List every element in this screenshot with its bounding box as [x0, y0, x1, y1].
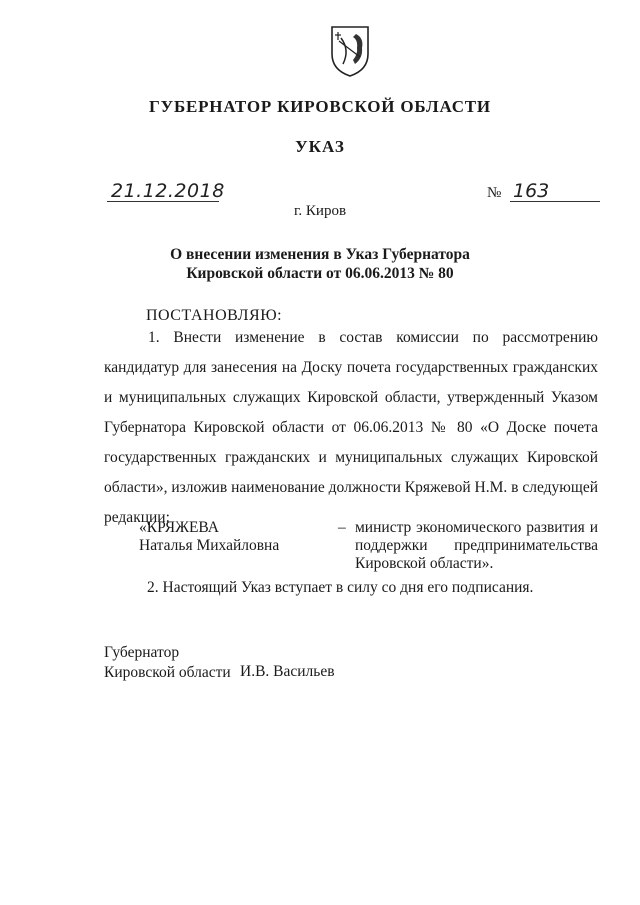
entry-surname: «КРЯЖЕВА — [139, 519, 219, 536]
issuing-authority: ГУБЕРНАТОР КИРОВСКОЙ ОБЛАСТИ — [149, 97, 491, 116]
date-underline — [107, 201, 219, 202]
signatory-title — [104, 643, 231, 683]
decree-word: ПОСТАНОВЛЯЮ: — [146, 307, 283, 324]
document-type: УКАЗ — [295, 137, 345, 156]
signatory-title-line-1: Губернатор — [104, 644, 180, 661]
document-number: 163 — [513, 180, 550, 202]
paragraph-1: 1. Внести изменение в состав комиссии по рассмотрению кандидатур для занесения на Доску почета государственных гражданских и муниципальных служащих Кировской области, утвержденный Указом Губернатора Кировской области от 06.06.2013 № 80 «О Доске почета государственных гражданских и муниципальных служащих Кировской области», изложив наименование должности Кряжевой Н.М. в следующей редакции: — [104, 329, 598, 526]
paragraph-2: 2. Настоящий Указ вступает в силу со дня его подписания. — [147, 579, 534, 596]
number-underline — [510, 201, 600, 202]
number-sign: № — [487, 185, 502, 201]
signatory-name: И.В. Васильев — [240, 663, 335, 680]
signatory-title-line-2: Кировской области — [104, 664, 231, 681]
entry-given-names: Наталья Михайловна — [139, 537, 280, 554]
document-title — [0, 245, 640, 283]
entry-person — [139, 519, 279, 555]
city: г. Киров — [293, 203, 347, 219]
title-line-1: О внесении изменения в Указ Губернатора — [170, 246, 470, 263]
entry-dash: – — [338, 519, 346, 536]
title-line-2: Кировской области от 06.06.2013 № 80 — [186, 265, 454, 282]
coat-of-arms-icon — [329, 24, 371, 78]
entry-position: министр экономического развития и поддержки предпринимательства Кировской области». — [355, 519, 598, 572]
document-date: 21.12.2018 — [111, 180, 225, 202]
